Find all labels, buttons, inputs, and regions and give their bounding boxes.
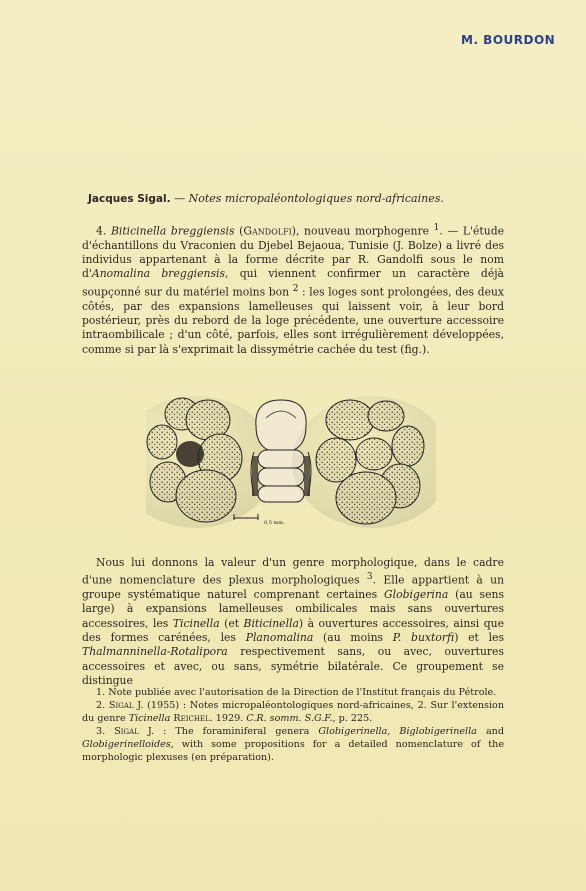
text-span: , nouveau morphogenre [296,224,430,238]
taxon-name: Globigerina [384,588,449,602]
text-span: , p. 225. [332,713,373,724]
taxon-name: Ticinella [128,713,171,724]
article-title: Notes micropaléontologiques nord-africaines. [188,192,444,205]
footnote-ref: 3 [366,572,373,583]
text-span: J. (1955) : Notes micropaléontologiques nord-africaines, 2. Sur l'extension du genre [82,700,504,724]
old-taxon-name: Anomalina breggiensis [91,267,226,281]
text-span: : les loges sont prolongées, des deux côtés, par des expansions lamelleuses qui laissent voir, à leur bord postérieur, près du rebord de la loge précédente, une ouverture accessoire intraombilicale ; d'un côté, parfois, elles sont irrégulièrement développées, comme si par là s'exprimait la dissymétrie cachée du test (fig.). [82,285,505,356]
taxon-name: Globigerinelloides [82,739,171,750]
text-span: respectivement sans, ou avec, ouvertures accessoires et avec, ou sans, symétrie bilatérale. Ce groupement se distingue [82,645,504,687]
footnote-author: Sigal [108,700,134,711]
footnote-2 [82,699,504,725]
text-span: Nous lui donnons la valeur d'un genre morphologique, dans le cadre d'une nomenclature des plexus morphologiques [82,556,504,587]
text-span: and [476,726,504,737]
paragraph-description [82,221,504,357]
footnote-3 [82,725,504,764]
taxon-name: Planomalina [245,631,314,645]
section-number: 4. [96,224,111,238]
text-span: 3. [96,726,115,737]
footnote-1: 1. Note publiée avec l'autorisation de la Direction de l'Institut français du Pétrole. [96,687,497,698]
journal-name: C.R. somm. S.G.F. [246,713,333,724]
footnote-author: Sigal [114,726,139,737]
text-span: , with some propositions for a detailed nomenclature of the morphologic plexuses (en préparation). [82,739,504,763]
owner-stamp: M. BOURDON [461,33,556,47]
text-span: , [387,726,400,737]
header-separator: — [170,192,189,205]
text-span: (et [219,616,244,630]
footnote-ref: 1 [433,223,440,233]
taxon-name: Biglobigerinella [399,726,477,737]
taxon-name: Biticinella [243,616,299,630]
scale-label: 0,5 mm. [264,520,285,526]
taxon-name: Biticinella breggiensis [110,224,235,238]
footnote-ref: 2 [292,283,299,294]
paragraph-discussion [82,556,504,688]
author-name: Jacques Sigal. [88,193,171,205]
article-header [88,192,508,206]
text-span: . — L'étude d'échantillons du Vraconien du Djebel Bejaoua, Tunisie (J. Bolze) a livré des individus appartenant à la forme décrite par R. Gandolfi sous le nom d' [82,224,505,281]
text-span: . Elle appartient à un groupe systématique naturel comprenant certaines [82,573,505,602]
taxon-name: P. buxtorfi [392,631,455,645]
text-span: J. : The foraminiferal genera [138,726,319,737]
text-span: ) et les [454,631,504,645]
text-span: Reichel. 1929. [170,713,247,724]
taxon-name: Ticinella [172,616,220,630]
foraminifera-figure [146,396,436,528]
text-span: (au moins [313,631,393,645]
specimen-spiral-view [292,396,436,528]
text-span: , qui viennent confirmer un caractère déjà soupçonné sur du matériel moins bon [82,267,504,299]
text-span: 2. [96,700,109,711]
taxon-name: Globigerinella [318,726,388,737]
footnotes [82,686,504,764]
text-span: (au sens large) à expansions lamelleuses ombilicales mais sans ouvertures accessoires, les [82,588,504,630]
taxon-authority: (Gandolfi) [239,224,296,238]
taxon-name: Thalmanninella-Rotalipora [82,645,228,659]
text-span: ) à ouvertures accessoires, ainsi que des formes carénées, les [82,616,504,645]
